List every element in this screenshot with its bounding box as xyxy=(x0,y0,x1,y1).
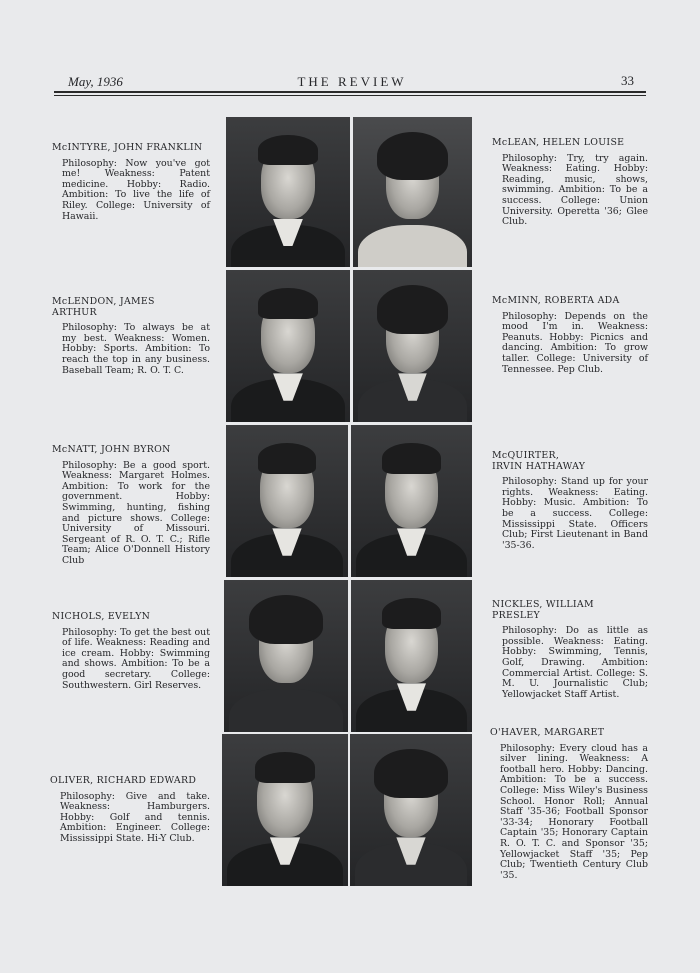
student-name: NICHOLS, EVELYN xyxy=(52,611,151,622)
student-name: McNATT, JOHN BYRON xyxy=(52,444,171,455)
student-name: OLIVER, RICHARD EDWARD xyxy=(50,775,197,786)
portrait-photo-nickles xyxy=(351,580,472,732)
portrait-photo-mcintyre xyxy=(226,117,350,267)
publication-title: THE REVIEW xyxy=(297,74,407,89)
header-rule-thick xyxy=(54,91,646,93)
student-bio: Philosophy: Every cloud has a silver lining. Weakness: A football hero. Hobby: Dancing. Ambition: To be a success. College: Miss Wiley's Business School. Honor Roll; Annual Staff '35-36; Football Sponsor '33-34; Honorary Football Captain '35; Honorary Captain R. O. T. C. and Sponsor '35; Yellowjacket Staff '35; Pep Club; Twentieth Century Club '35. xyxy=(500,742,648,881)
student-entry-right-4 xyxy=(492,600,648,700)
student-name: O'HAVER, MARGARET xyxy=(490,727,605,738)
portrait-photo-nichols xyxy=(224,580,348,732)
student-bio: Philosophy: To always be at my best. Weakness: Women. Hobby: Sports. Ambition: To reach the top in any business. Baseball Team; R. O. T. C. xyxy=(62,322,210,376)
student-bio: Philosophy: Be a good sport. Weakness: Margaret Holmes. Ambition: To work for the government. Hobby: Swimming, hunting, fishing and picture shows. College: University of Missouri. Sergeant of R. O. T. C.; Rifle Team; Alice O'Donnell History Club xyxy=(62,459,210,566)
student-entry-right-5 xyxy=(490,728,648,881)
portrait-photo-mcquirter xyxy=(351,425,472,577)
portrait-photo-oliver xyxy=(222,734,348,886)
student-name: McQUIRTER, IRVIN HATHAWAY xyxy=(492,450,586,472)
student-entry-right-1 xyxy=(492,138,648,228)
student-bio: Philosophy: Depends on the mood I'm in. Weakness: Peanuts. Hobby: Picnics and dancing. Ambition: To grow taller. College: University of Tennessee. Pep Club. xyxy=(502,310,648,375)
student-name: McMINN, ROBERTA ADA xyxy=(492,295,620,306)
student-entry-left-1 xyxy=(52,143,210,222)
student-bio: Philosophy: Now you've got me! Weakness: Patent medicine. Hobby: Radio. Ambition: To live the life of Riley. College: University of Hawaii. xyxy=(62,157,210,222)
student-name: NICKLES, WILLIAM PRESLEY xyxy=(492,599,594,621)
student-entry-left-5 xyxy=(50,776,210,845)
student-entry-right-3 xyxy=(492,451,648,551)
student-entry-left-2 xyxy=(52,297,210,376)
portrait-photo-mcminn xyxy=(353,270,472,422)
portrait-photo-mcnatt xyxy=(226,425,348,577)
student-entry-right-2 xyxy=(492,296,648,375)
student-entry-left-3 xyxy=(52,445,210,567)
student-name: McLEAN, HELEN LOUISE xyxy=(492,137,625,148)
student-bio: Philosophy: Give and take. Weakness: Hamburgers. Hobby: Golf and tennis. Ambition: Engineer. College: Mississippi State. Hi-Y Club. xyxy=(60,790,210,844)
issue-date: May, 1936 xyxy=(68,74,123,89)
portrait-photo-mclendon xyxy=(226,270,350,422)
student-bio: Philosophy: Stand up for your rights. Weakness: Eating. Hobby: Music. Ambition: To be a success. College: Mississippi State. Officers Club; First Lieutenant in Band '35-36. xyxy=(502,476,648,551)
student-entry-left-4 xyxy=(52,612,210,691)
portrait-photo-mclean xyxy=(353,117,472,267)
student-name: McLENDON, JAMES ARTHUR xyxy=(52,296,155,318)
header-rule-thin xyxy=(54,95,646,96)
page-header xyxy=(62,72,642,88)
student-name: McINTYRE, JOHN FRANKLIN xyxy=(52,142,203,153)
student-bio: Philosophy: Do as little as possible. Weakness: Eating. Hobby: Swimming, Tennis, Golf, Drawing. Ambition: Commercial Artist. College: S. M. U. Journalistic Club; Yellowjacket Staff Artist. xyxy=(502,625,648,700)
student-bio: Philosophy: Try, try again. Weakness: Eating. Hobby: Reading, music, shows, swimming. Ambition: To be a success. College: Union University. Operetta '36; Glee Club. xyxy=(502,152,648,228)
page-number: 33 xyxy=(621,73,634,88)
portrait-photo-ohaver xyxy=(350,734,472,886)
student-bio: Philosophy: To get the best out of life. Weakness: Reading and ice cream. Hobby: Swimming and shows. Ambition: To be a good secretary. College: Southwestern. Girl Reserves. xyxy=(62,626,210,691)
